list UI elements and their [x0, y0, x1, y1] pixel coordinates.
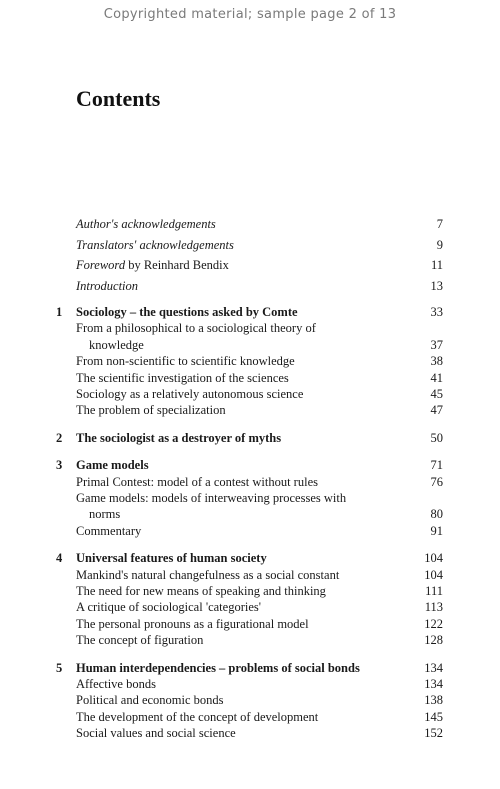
section-title: The scientific investigation of the sciences	[76, 370, 289, 385]
page-number: 134	[424, 660, 443, 675]
section-title: A critique of sociological 'categories'	[76, 600, 261, 615]
front-matter-entry	[0, 237, 500, 253]
page-number: 91	[430, 523, 443, 538]
section-entry	[0, 506, 500, 522]
page-number: 71	[430, 458, 443, 473]
page-number: 47	[430, 403, 443, 418]
chapter-number: 3	[56, 458, 63, 473]
chapter-number: 1	[56, 305, 63, 319]
page-number: 33	[430, 305, 443, 319]
section-title: From non-scientific to scientific knowledge	[76, 354, 295, 369]
chapter-number: 2	[56, 430, 63, 445]
section-entry	[0, 386, 500, 402]
section-title: The development of the concept of development	[76, 709, 319, 724]
section-entry	[0, 632, 500, 648]
entry-label-italic: Foreword	[76, 258, 126, 273]
section-title: The problem of specialization	[76, 403, 226, 418]
chapter-title: Human interdependencies – problems of social bonds	[76, 660, 360, 675]
page-number: 11	[430, 258, 443, 273]
front-matter-entry	[0, 216, 500, 232]
page-number: 41	[430, 370, 443, 385]
page-number: 113	[424, 600, 443, 615]
page-number: 122	[424, 616, 443, 631]
section-entry	[0, 490, 500, 506]
section-title: knowledge	[89, 337, 144, 352]
section-entry	[0, 676, 500, 692]
chapter-heading	[0, 304, 500, 320]
section-entry	[0, 370, 500, 386]
entry-label-italic: Introduction	[76, 278, 139, 293]
entry-label-rest: by Reinhard Bendix	[125, 258, 229, 273]
chapter-heading	[0, 430, 500, 446]
section-title: The concept of figuration	[76, 633, 204, 648]
section-title: norms	[89, 507, 121, 522]
entry-label	[76, 216, 216, 232]
chapter-title: Universal features of human society	[76, 551, 267, 566]
chapter-title: The sociologist as a destroyer of myths	[76, 430, 282, 445]
section-title: Social values and social science	[76, 726, 236, 741]
page-number: 13	[430, 278, 443, 293]
section-entry	[0, 337, 500, 353]
page-number: 45	[430, 387, 443, 401]
page-number: 111	[425, 584, 443, 598]
section-entry	[0, 567, 500, 583]
chapter-heading	[0, 550, 500, 566]
page-number: 7	[436, 217, 443, 231]
section-title: Affective bonds	[76, 677, 156, 691]
entry-label-italic: Author's acknowledgements	[76, 217, 216, 231]
chapter-number: 4	[56, 551, 63, 566]
page-number: 152	[424, 726, 443, 741]
page-number: 37	[430, 337, 443, 352]
section-entry	[0, 474, 500, 490]
page-number: 104	[424, 551, 443, 566]
section-entry	[0, 583, 500, 599]
entry-label	[76, 278, 138, 294]
section-entry	[0, 523, 500, 539]
copyright-banner: Copyrighted material; sample page 2 of 13	[103, 7, 397, 22]
chapter-heading	[0, 457, 500, 473]
section-entry	[0, 599, 500, 615]
chapter-heading	[0, 660, 500, 676]
page-number: 104	[424, 567, 443, 582]
entry-label-italic: Translators' acknowledgements	[76, 237, 234, 252]
section-entry	[0, 725, 500, 741]
section-entry	[0, 709, 500, 725]
section-title: Mankind's natural changefulness as a social constant	[76, 567, 340, 582]
page-number: 9	[436, 237, 443, 252]
section-entry	[0, 616, 500, 632]
page-number: 145	[424, 709, 443, 724]
section-title: Commentary	[76, 523, 142, 538]
page-number: 50	[430, 430, 443, 445]
section-title: Sociology as a relatively autonomous science	[76, 387, 304, 401]
chapter-number: 5	[56, 660, 63, 675]
front-matter-entry	[0, 257, 500, 273]
section-entry	[0, 402, 500, 418]
chapter-title: Game models	[76, 458, 149, 473]
page-number: 134	[424, 677, 443, 691]
page-number: 80	[430, 507, 443, 522]
section-title: The need for new means of speaking and thinking	[76, 584, 326, 598]
page-number: 138	[424, 693, 443, 708]
chapter-title: Sociology – the questions asked by Comte	[76, 305, 298, 319]
entry-label	[76, 237, 234, 253]
section-entry	[0, 692, 500, 708]
page-number: 128	[424, 633, 443, 648]
section-title: From a philosophical to a sociological theory of	[76, 321, 316, 336]
section-title: Game models: models of interweaving processes with	[76, 491, 347, 505]
section-entry	[0, 320, 500, 336]
page-title: Contents	[76, 86, 161, 111]
section-title: Political and economic bonds	[76, 693, 224, 708]
page-number: 76	[430, 474, 443, 489]
section-title: The personal pronouns as a figurational model	[76, 616, 309, 631]
section-entry	[0, 353, 500, 369]
entry-label	[76, 257, 229, 273]
section-title: Primal Contest: model of a contest without rules	[76, 474, 318, 489]
front-matter-entry	[0, 278, 500, 294]
page-number: 38	[430, 354, 443, 369]
